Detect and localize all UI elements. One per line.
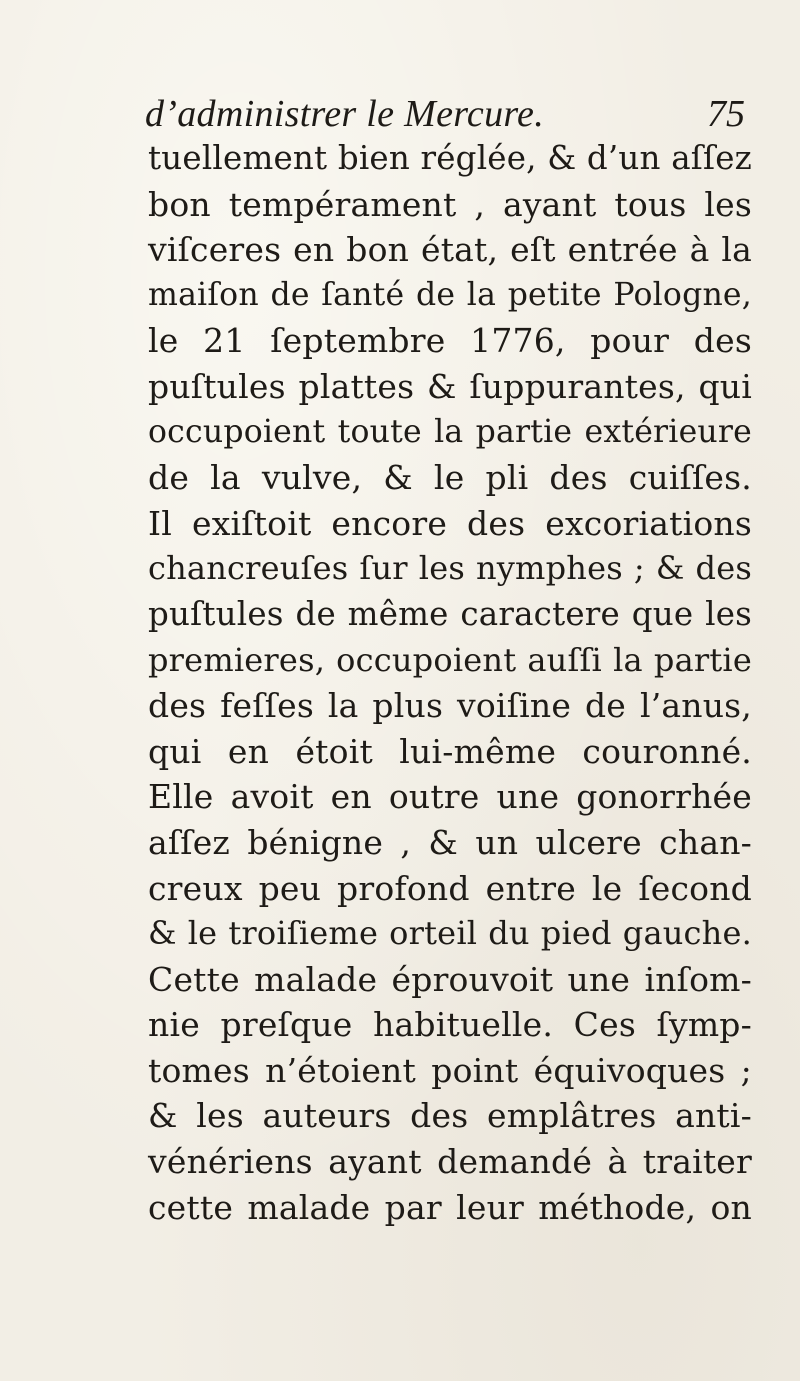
text-line: vénériens ayant demandé à traiter [148, 1142, 752, 1182]
text-line: bon tempérament , ayant tous les [148, 184, 752, 224]
text-line: chancreuſes ſur les nymphes ; & des [148, 549, 752, 588]
text-line: aſſez bénigne , & un ulcere chan- [148, 822, 752, 862]
text-line: premieres, occupoient auſſi la partie [148, 640, 752, 679]
text-line: creux peu profond entre le ſecond [148, 868, 752, 908]
text-line: & le troiſieme orteil du pied gauche. [148, 914, 752, 953]
text-line: & les auteurs des emplâtres anti- [148, 1096, 752, 1136]
body-text [148, 136, 752, 1230]
running-head [145, 92, 745, 136]
text-line: Cette malade éprouvoit une inſom- [148, 959, 752, 999]
text-line: puſtules plattes & ſuppurantes, qui [148, 366, 752, 406]
text-line: nie preſque habituelle. Ces ſymp- [148, 1005, 752, 1045]
text-line: Elle avoit en outre une gonorrhée [148, 777, 752, 817]
text-line: puſtules de même caractere que les [148, 594, 752, 633]
text-line: maiſon de ſanté de la petite Pologne, [148, 276, 752, 313]
text-line: qui en étoit lui-même couronné. [148, 731, 752, 771]
text-line: des feſſes la plus voiſine de l’anus, [148, 686, 752, 726]
running-head-title: d’administrer le Mercure. [145, 93, 545, 135]
page-number: 75 [707, 93, 745, 135]
text-line: de la vulve, & le pli des cuiſſes. [148, 458, 752, 498]
text-line: cette malade par leur méthode, on [148, 1187, 752, 1227]
text-line: occupoient toute la partie extérieure [148, 413, 752, 450]
text-line: viſceres en bon état, eſt entrée à la [148, 230, 752, 270]
text-line: Il exiſtoit encore des excoriations [148, 503, 752, 543]
text-line: tomes n’étoient point équivoques ; [148, 1050, 752, 1090]
text-line: le 21 ſeptembre 1776, pour des [148, 321, 752, 361]
text-line: tuellement bien réglée, & d’un aſſez [148, 139, 752, 177]
